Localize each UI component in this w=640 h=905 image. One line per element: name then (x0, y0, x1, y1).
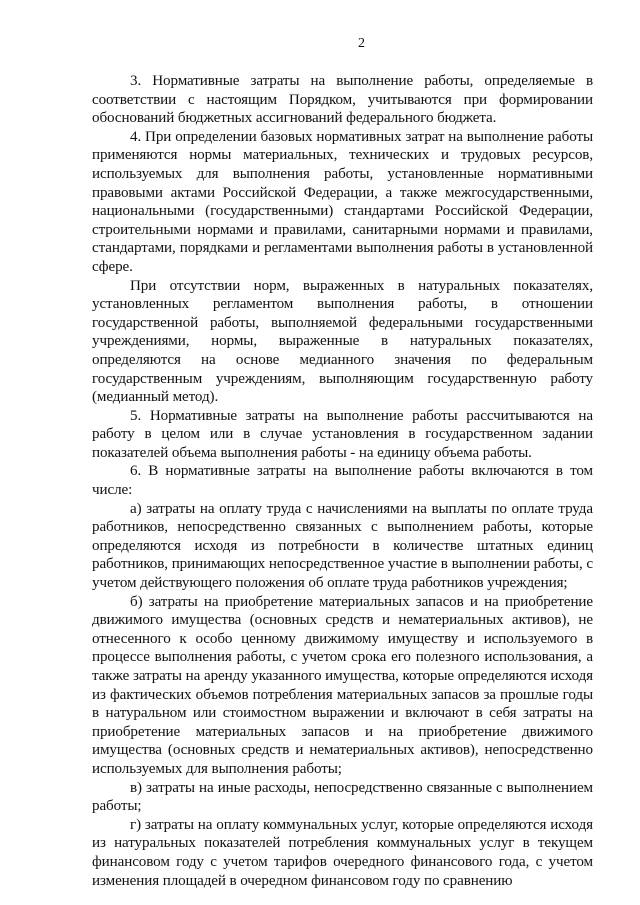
paragraph-4: 4. При определении базовых нормативных затрат на выполнение работы применяются нормы материальных, технических и трудовых ресурсов, используемых для выполнения работы, установленные нормативными правовыми актами Российской Федерации, а также межгосударственными, национальными (государственными) стандартами Российской Федерации, строительными нормами и правилами, санитарными нормами и правилами, стандартами, порядками и регламентами выполнения работы в установленной сфере. (92, 128, 593, 275)
paragraph-6-g: г) затраты на оплату коммунальных услуг, которые определяются исходя из натуральных показателей потребления коммунальных услуг в текущем финансовом году с учетом тарифов очередного финансового года, с учетом изменения площадей в очередном финансовом году по сравнению (92, 816, 593, 889)
paragraph-4-absent-norms: При отсутствии норм, выраженных в натуральных показателях, установленных регламентом выполнения работы, в отношении государственной работы, выполняемой федеральными государственными учреждениями, нормы, выраженные в натуральных показателях, определяются на основе медианного значения по федеральным государственным учреждениям, выполняющим государственную работу (медианный метод). (92, 277, 593, 406)
page-number: 2 (358, 36, 365, 51)
paragraph-6-b: б) затраты на приобретение материальных запасов и на приобретение движимого имущества (основных средств и нематериальных активов), не отнесенного к особо ценному движимому имуществу и используемого в процессе выполнения работы, с учетом срока его полезного использования, а также затраты на аренду указанного имущества, которые определяются исходя из фактических объемов потребления материальных запасов за прошлые годы в натуральном или стоимостном выражении и включают в себя затраты на приобретение материальных запасов и на приобретение движимого имущества (основных средств и нематериальных активов), непосредственно используемых для выполнения работы; (92, 593, 593, 777)
paragraph-5: 5. Нормативные затраты на выполнение работы рассчитываются на работу в целом или в случае установления в государственном задании показателей объема выполнения работы - на единицу объема работы. (92, 407, 593, 461)
paragraph-6-v: в) затраты на иные расходы, непосредственно связанные с выполнением работы; (92, 779, 593, 815)
paragraph-6: 6. В нормативные затраты на выполнение работы включаются в том числе: (92, 463, 593, 499)
paragraph-3: 3. Нормативные затраты на выполнение работы, определяемые в соответствии с настоящим Порядком, учитываются при формировании обоснований бюджетных ассигнований федерального бюджета. (92, 73, 593, 127)
paragraph-6-a: а) затраты на оплату труда с начислениями на выплаты по оплате труда работников, непосредственно связанных с выполнением работы, которые определяются исходя из потребности в количестве штатных единиц работников, принимающих непосредственное участие в выполнении работы, с учетом действующего положения об оплате труда работников учреждения; (92, 500, 593, 592)
